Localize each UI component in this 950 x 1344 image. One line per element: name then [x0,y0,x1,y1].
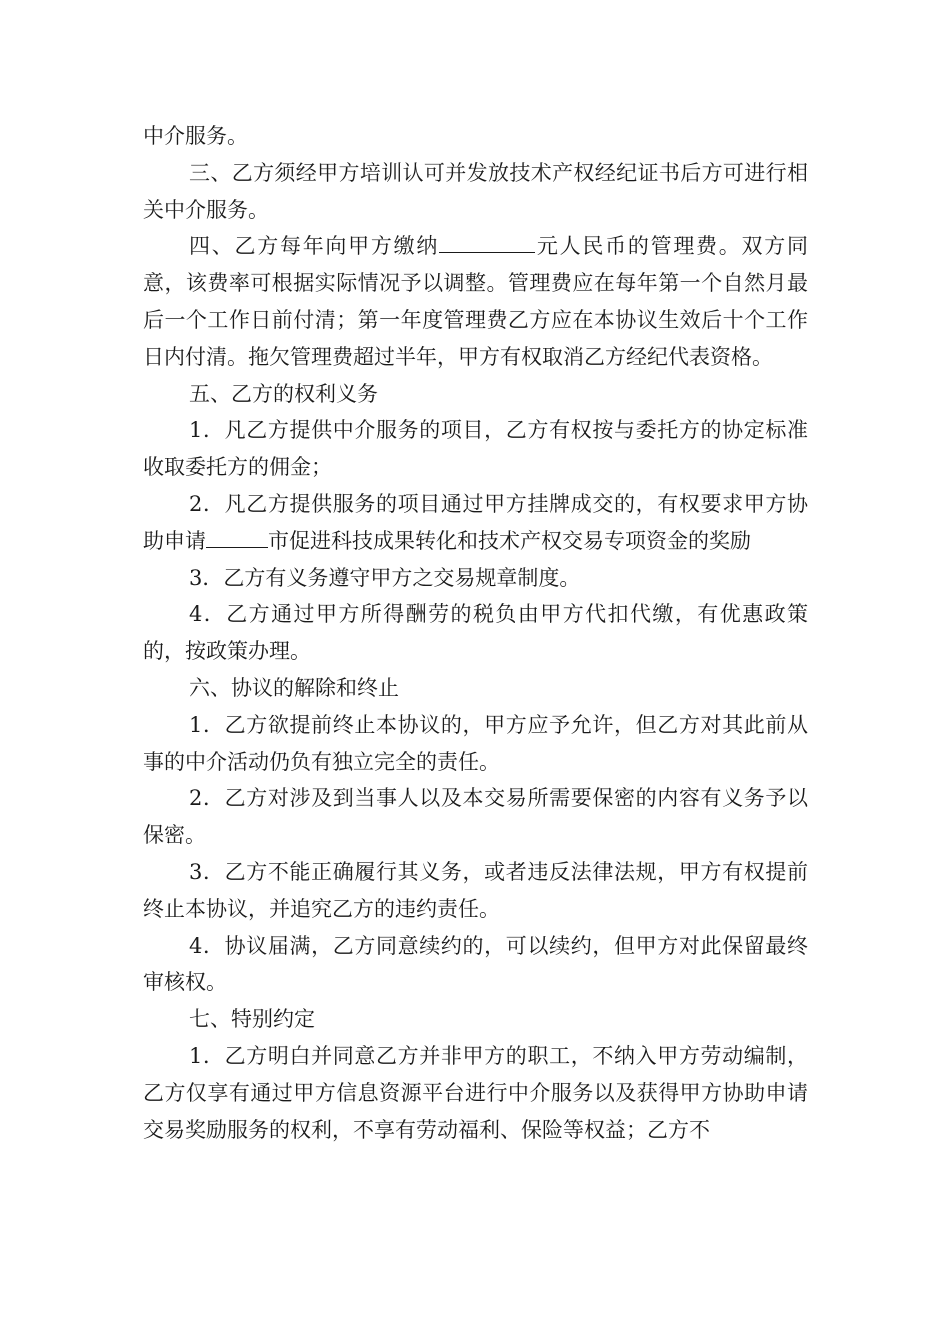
clause-4-text-after: 元人民币的管理费。双方同意，该费率可根据实际情况予以调整。管理费应在每年第一个自然月最后一个工作日前付清；第一年度管理费乙方应在本协议生效后十个工作日内付清。拖欠管理费超过半年，甲方有权取消乙方经纪代表资格。 [143,234,809,369]
city-name-blank [206,529,268,548]
section-6-heading: 六、协议的解除和终止 [189,675,399,700]
section-6-item-1: 1．乙方欲提前终止本协议的，甲方应予允许，但乙方对其此前从事的中介活动仍负有独立完全的责任。 [143,712,808,774]
section-7-heading: 七、特别约定 [189,1007,315,1032]
item-2-text-before: 2．凡乙方提供服务的项目通过甲方挂牌成交的，有权要求甲方协助申请 [143,491,808,553]
section-5-item-3: 3．乙方有义务遵守甲方之交易规章制度。 [189,565,581,590]
fee-amount-blank [439,234,535,253]
section-5-item-4: 4．乙方通过甲方所得酬劳的税负由甲方代扣代缴，有优惠政策的，按政策办理。 [143,602,808,664]
section-5-item-1: 1．凡乙方提供中介服务的项目，乙方有权按与委托方的协定标准收取委托方的佣金； [143,418,808,480]
section-6-item-3: 3．乙方不能正确履行其义务，或者违反法律法规，甲方有权提前终止本协议，并追究乙方的违约责任。 [143,859,808,921]
clause-4-management-fee [143,228,808,375]
section-5-item-2 [143,486,808,560]
section-6-item-2: 2．乙方对涉及到当事人以及本交易所需要保密的内容有义务予以保密。 [143,786,808,848]
item-2-text-after: 市促进科技成果转化和技术产权交易专项资金的奖励 [268,528,751,553]
section-5-heading: 五、乙方的权利义务 [189,381,378,406]
section-6-item-4: 4．协议届满，乙方同意续约的，可以续约，但甲方对此保留最终审核权。 [143,933,808,995]
section-7-item-1: 1．乙方明白并同意乙方并非甲方的职工，不纳入甲方劳动编制，乙方仅享有通过甲方信息资源平台进行中介服务以及获得甲方协助申请交易奖励服务的权利，不享有劳动福利、保险等权益；乙方不 [143,1043,808,1142]
clause-3-training-certificate: 三、乙方须经甲方培训认可并发放技术产权经纪证书后方可进行相关中介服务。 [143,160,808,222]
paragraph-continuation: 中介服务。 [143,124,248,148]
document-page [143,118,808,1148]
clause-4-text-before: 四、乙方每年向甲方缴纳 [189,234,440,259]
